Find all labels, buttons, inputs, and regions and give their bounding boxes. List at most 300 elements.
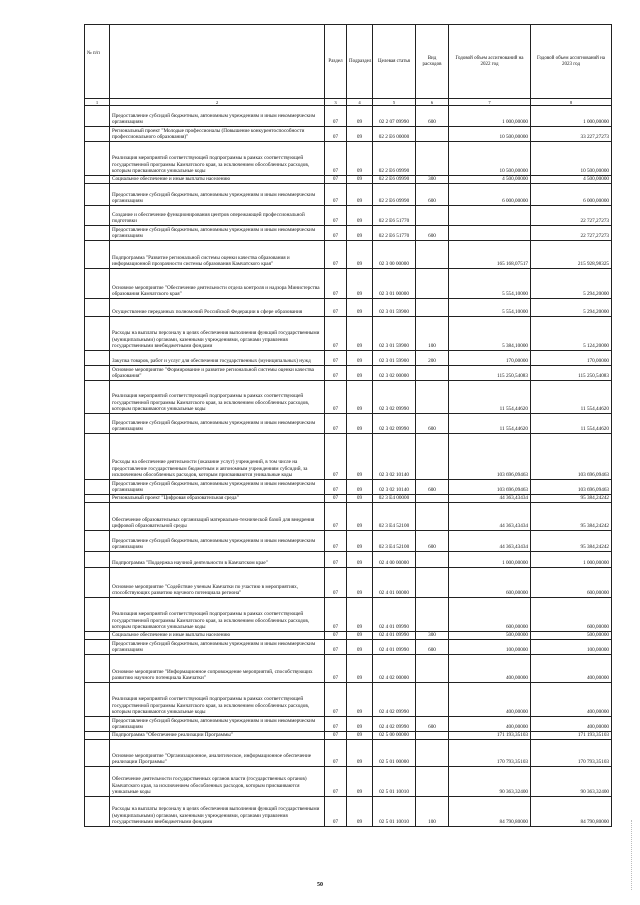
row-subsection-cell: 09 (347, 176, 373, 184)
row-target-item-cell: 02 2 E6 09990 (373, 176, 416, 184)
row-number-cell (85, 414, 110, 434)
row-name-cell: Подпрограмма "Обеспечение реализации Программы" (110, 732, 325, 740)
row-year-2023-cell: 170,00000 (531, 351, 612, 366)
table-row (85, 632, 612, 640)
table-row (85, 495, 612, 503)
row-section-cell: 07 (325, 632, 347, 640)
row-section-cell: 07 (325, 381, 347, 414)
row-year-2022-cell: 4 500,00000 (449, 176, 531, 184)
row-expense-type-cell: 600 (416, 717, 449, 732)
row-name-cell: Региональный проект "Молодые профессионалы (Повышение конкурентоспособности профессионального образования)" (110, 127, 325, 142)
row-target-item-cell: 02 3 01 59900 (373, 351, 416, 366)
row-section-cell: 07 (325, 740, 347, 767)
row-number-cell (85, 176, 110, 184)
row-subsection-cell: 09 (347, 655, 373, 683)
row-year-2023-cell: 215 928,98325 (531, 241, 612, 269)
row-year-2022-cell: 90 363,32400 (449, 767, 531, 797)
row-name-cell: Основное мероприятие "Организационное, аналитическое, информационное обеспечение реализации Программы" (110, 740, 325, 767)
row-expense-type-cell: 600 (416, 531, 449, 552)
row-name-cell: Обеспечение образовательных организаций материально-технической базой для внедрения цифровой образовательной среды (110, 503, 325, 531)
row-section-cell: 07 (325, 127, 347, 142)
row-subsection-cell: 09 (347, 299, 373, 317)
row-year-2023-cell: 115 250,54083 (531, 366, 612, 381)
row-target-item-cell: 02 4 01 09990 (373, 632, 416, 640)
row-expense-type-cell: 200 (416, 351, 449, 366)
row-target-item-cell: 02 3 00 00000 (373, 241, 416, 269)
row-year-2022-cell: 44 363,43434 (449, 531, 531, 552)
table-row (85, 434, 612, 480)
table-row (85, 531, 612, 552)
row-expense-type-cell: 300 (416, 632, 449, 640)
row-year-2022-cell: 103 696,09463 (449, 434, 531, 480)
row-year-2023-cell: 95 384,24242 (531, 503, 612, 531)
row-target-item-cell: 02 4 00 00000 (373, 552, 416, 568)
row-year-2022-cell: 165 168,07517 (449, 241, 531, 269)
row-target-item-cell: 02 3 02 10140 (373, 434, 416, 480)
table-row (85, 184, 612, 206)
row-name-cell: Подпрограмма "Поддержка научной деятельности в Камчатском крае" (110, 552, 325, 568)
row-number-cell (85, 184, 110, 206)
row-target-item-cell: 02 2 E6 09990 (373, 142, 416, 176)
column-number-cell: 5 (373, 99, 416, 106)
row-number-cell (85, 767, 110, 797)
row-expense-type-cell: 600 (416, 184, 449, 206)
row-year-2023-cell: 1 000,00000 (531, 106, 612, 127)
row-year-2022-cell: 5 384,10000 (449, 317, 531, 351)
row-target-item-cell: 02 3 E4 52100 (373, 531, 416, 552)
row-year-2022-cell: 10 500,00000 (449, 142, 531, 176)
table-row (85, 142, 612, 176)
row-expense-type-cell (416, 740, 449, 767)
row-year-2022-cell: 100,00000 (449, 640, 531, 655)
row-number-cell (85, 683, 110, 717)
row-target-item-cell: 02 3 E4 52100 (373, 503, 416, 531)
row-number-cell (85, 351, 110, 366)
table-row (85, 269, 612, 299)
row-subsection-cell: 09 (347, 480, 373, 495)
row-year-2023-cell: 5 124,20000 (531, 317, 612, 351)
row-name-cell: Осуществление переданных полномочий Российской Федерации в сфере образования (110, 299, 325, 317)
row-section-cell: 07 (325, 640, 347, 655)
column-number-cell: 4 (347, 99, 373, 106)
row-target-item-cell: 02 4 02 00000 (373, 655, 416, 683)
header-subsection: Подраздел (347, 25, 373, 99)
column-number-cell: 7 (449, 99, 531, 106)
row-name-cell: Предоставление субсидий бюджетным, автономным учреждениям и иным некоммерческим организациям (110, 226, 325, 241)
row-subsection-cell: 09 (347, 531, 373, 552)
header-name (110, 25, 325, 99)
row-expense-type-cell (416, 241, 449, 269)
row-section-cell: 07 (325, 767, 347, 797)
page-number: 50 (317, 882, 323, 888)
row-number-cell (85, 434, 110, 480)
table-header-row (85, 25, 612, 99)
row-year-2022-cell: 44 363,43434 (449, 503, 531, 531)
row-number-cell (85, 640, 110, 655)
row-name-cell: Социальное обеспечение и иные выплаты населению (110, 632, 325, 640)
row-number-cell (85, 503, 110, 531)
table-row (85, 317, 612, 351)
row-subsection-cell: 09 (347, 683, 373, 717)
table-row (85, 598, 612, 632)
row-year-2023-cell: 171 193,35103 (531, 732, 612, 740)
row-target-item-cell: 02 5 01 10010 (373, 767, 416, 797)
table-row (85, 480, 612, 495)
row-subsection-cell: 09 (347, 414, 373, 434)
row-year-2023-cell: 84 790,80000 (531, 797, 612, 827)
row-year-2023-cell: 100,00000 (531, 640, 612, 655)
row-expense-type-cell: 600 (416, 640, 449, 655)
row-name-cell: Реализация мероприятий соответствующей подпрограммы в рамках соответствующей государственной программы Камчатского края, за исключением обособленных расходов, которым присваиваются уникальные коды (110, 381, 325, 414)
table-body (85, 106, 612, 827)
column-number-cell: 6 (416, 99, 449, 106)
row-target-item-cell: 02 4 01 00000 (373, 568, 416, 598)
row-name-cell: Создание и обеспечение функционирования центров опережающей профессиональной подготовки (110, 206, 325, 226)
row-year-2022-cell: 171 193,35103 (449, 732, 531, 740)
row-number-cell (85, 495, 110, 503)
table-row (85, 206, 612, 226)
row-subsection-cell: 09 (347, 142, 373, 176)
row-section-cell: 07 (325, 531, 347, 552)
row-number-cell (85, 269, 110, 299)
row-year-2022-cell: 400,00000 (449, 717, 531, 732)
row-expense-type-cell: 100 (416, 797, 449, 827)
row-year-2022-cell: 44 363,43434 (449, 495, 531, 503)
row-expense-type-cell (416, 503, 449, 531)
table-row (85, 299, 612, 317)
row-section-cell: 07 (325, 106, 347, 127)
row-year-2023-cell: 5 294,20000 (531, 269, 612, 299)
row-target-item-cell: 02 3 01 59900 (373, 317, 416, 351)
row-subsection-cell: 09 (347, 552, 373, 568)
row-subsection-cell: 09 (347, 106, 373, 127)
row-subsection-cell: 09 (347, 127, 373, 142)
row-year-2023-cell: 500,00000 (531, 632, 612, 640)
row-section-cell: 07 (325, 503, 347, 531)
row-number-cell (85, 127, 110, 142)
row-expense-type-cell: 600 (416, 480, 449, 495)
row-subsection-cell: 09 (347, 640, 373, 655)
row-name-cell: Реализация мероприятий соответствующей подпрограммы в рамках соответствующей государственной программы Камчатского края, за исключением обособленных расходов, которым присваиваются уникальные коды (110, 683, 325, 717)
row-subsection-cell: 09 (347, 317, 373, 351)
row-expense-type-cell (416, 127, 449, 142)
row-expense-type-cell (416, 142, 449, 176)
table-row (85, 106, 612, 127)
table-row (85, 568, 612, 598)
row-year-2023-cell: 95 384,24242 (531, 495, 612, 503)
table-row (85, 732, 612, 740)
row-year-2023-cell: 33 227,27273 (531, 127, 612, 142)
row-year-2022-cell: 11 554,44620 (449, 414, 531, 434)
row-target-item-cell: 02 2 07 09990 (373, 106, 416, 127)
row-number-cell (85, 732, 110, 740)
table-row (85, 414, 612, 434)
row-year-2023-cell: 400,00000 (531, 683, 612, 717)
table-row (85, 640, 612, 655)
row-expense-type-cell (416, 434, 449, 480)
row-year-2022-cell: 400,00000 (449, 655, 531, 683)
row-year-2023-cell: 600,00000 (531, 568, 612, 598)
row-target-item-cell: 02 3 02 09990 (373, 414, 416, 434)
row-expense-type-cell (416, 598, 449, 632)
row-section-cell: 07 (325, 552, 347, 568)
row-section-cell: 07 (325, 241, 347, 269)
row-year-2023-cell: 5 294,20000 (531, 299, 612, 317)
row-target-item-cell: 02 3 01 00000 (373, 269, 416, 299)
table-row (85, 767, 612, 797)
table-row (85, 717, 612, 732)
row-name-cell: Предоставление субсидий бюджетным, автономным учреждениям и иным некоммерческим организациям (110, 414, 325, 434)
row-year-2022-cell: 11 554,44620 (449, 381, 531, 414)
row-expense-type-cell: 600 (416, 414, 449, 434)
row-expense-type-cell (416, 683, 449, 717)
row-name-cell: Закупка товаров, работ и услуг для обеспечения государственных (муниципальных) нужд (110, 351, 325, 366)
row-target-item-cell: 02 3 E4 00000 (373, 495, 416, 503)
row-section-cell: 07 (325, 732, 347, 740)
row-target-item-cell: 02 2 E6 51770 (373, 206, 416, 226)
row-number-cell (85, 142, 110, 176)
table-row (85, 366, 612, 381)
row-year-2023-cell: 4 500,00000 (531, 176, 612, 184)
row-year-2023-cell: 11 554,44620 (531, 414, 612, 434)
row-year-2023-cell: 1 000,00000 (531, 552, 612, 568)
row-number-cell (85, 740, 110, 767)
row-number-cell (85, 366, 110, 381)
row-year-2022-cell: 10 500,00000 (449, 127, 531, 142)
row-target-item-cell: 02 4 02 09990 (373, 683, 416, 717)
row-name-cell: Предоставление субсидий бюджетным, автономным учреждениям и иным некоммерческим организациям (110, 531, 325, 552)
row-year-2023-cell: 6 000,00000 (531, 184, 612, 206)
row-year-2023-cell: 90 363,32400 (531, 767, 612, 797)
row-subsection-cell: 09 (347, 366, 373, 381)
row-target-item-cell: 02 3 01 59900 (373, 299, 416, 317)
table-row (85, 381, 612, 414)
row-section-cell: 07 (325, 226, 347, 241)
table-row (85, 503, 612, 531)
row-name-cell: Расходы на обеспечение деятельности (оказание услуг) учреждений, в том числе на предоставление государственным бюджетным и автономным учреждениям субсидий, за исключением обособленных расходов, которым присваиваются уникальные коды (110, 434, 325, 480)
row-expense-type-cell (416, 568, 449, 598)
table-row (85, 552, 612, 568)
row-target-item-cell: 02 4 02 09990 (373, 717, 416, 732)
row-section-cell: 07 (325, 269, 347, 299)
row-subsection-cell: 09 (347, 717, 373, 732)
row-subsection-cell: 09 (347, 767, 373, 797)
row-target-item-cell: 02 2 E6 00000 (373, 127, 416, 142)
row-section-cell: 07 (325, 351, 347, 366)
row-section-cell: 07 (325, 717, 347, 732)
header-expense-type: Вид расходов (416, 25, 449, 99)
column-number-cell: 2 (110, 99, 325, 106)
header-section: Раздел (325, 25, 347, 99)
header-target-item: Целевая статья (373, 25, 416, 99)
row-name-cell: Обеспечение деятельности государственных органов власти (государственных органов) Камчатского края, за исключением обособленных расходов, которым присваиваются уникальные коды (110, 767, 325, 797)
row-section-cell: 07 (325, 206, 347, 226)
row-number-cell (85, 480, 110, 495)
row-target-item-cell: 02 2 E6 51770 (373, 226, 416, 241)
row-name-cell: Предоставление субсидий бюджетным, автономным учреждениям и иным некоммерческим организациям (110, 640, 325, 655)
row-number-cell (85, 717, 110, 732)
row-subsection-cell: 09 (347, 632, 373, 640)
row-name-cell: Предоставление субсидий бюджетным, автономным учреждениям и иным некоммерческим организациям (110, 184, 325, 206)
table-row (85, 241, 612, 269)
header-row-number: № п/п (85, 25, 110, 99)
row-year-2022-cell: 170,00000 (449, 351, 531, 366)
row-year-2022-cell: 84 790,80000 (449, 797, 531, 827)
row-number-cell (85, 632, 110, 640)
row-number-cell (85, 241, 110, 269)
row-subsection-cell: 09 (347, 732, 373, 740)
row-expense-type-cell (416, 552, 449, 568)
row-section-cell: 07 (325, 655, 347, 683)
row-year-2023-cell: 103 696,09463 (531, 480, 612, 495)
row-section-cell: 07 (325, 683, 347, 717)
row-year-2022-cell: 103 696,09463 (449, 480, 531, 495)
row-expense-type-cell (416, 495, 449, 503)
row-subsection-cell: 09 (347, 434, 373, 480)
row-year-2022-cell: 500,00000 (449, 632, 531, 640)
row-number-cell (85, 299, 110, 317)
row-year-2023-cell: 11 554,44620 (531, 381, 612, 414)
row-name-cell: Региональный проект "Цифровая образовательная среда" (110, 495, 325, 503)
row-number-cell (85, 598, 110, 632)
row-expense-type-cell (416, 366, 449, 381)
row-section-cell: 07 (325, 434, 347, 480)
row-year-2022-cell: 170 793,35103 (449, 740, 531, 767)
table-row (85, 351, 612, 366)
row-year-2023-cell: 10 500,00000 (531, 142, 612, 176)
row-target-item-cell: 02 5 00 00000 (373, 732, 416, 740)
row-expense-type-cell (416, 655, 449, 683)
row-number-cell (85, 552, 110, 568)
row-year-2022-cell (449, 226, 531, 241)
row-year-2022-cell: 5 554,10000 (449, 269, 531, 299)
row-section-cell: 07 (325, 495, 347, 503)
row-expense-type-cell (416, 269, 449, 299)
row-number-cell (85, 317, 110, 351)
row-name-cell: Предоставление субсидий бюджетным, автономным учреждениям и иным некоммерческим организациям (110, 106, 325, 127)
row-year-2022-cell: 115 250,54083 (449, 366, 531, 381)
row-target-item-cell: 02 4 01 09990 (373, 640, 416, 655)
row-section-cell: 07 (325, 317, 347, 351)
row-number-cell (85, 568, 110, 598)
row-subsection-cell: 09 (347, 381, 373, 414)
table-row (85, 683, 612, 717)
row-year-2022-cell: 600,00000 (449, 598, 531, 632)
row-expense-type-cell: 600 (416, 226, 449, 241)
table-row (85, 655, 612, 683)
row-subsection-cell: 09 (347, 206, 373, 226)
row-subsection-cell: 09 (347, 184, 373, 206)
row-section-cell: 07 (325, 366, 347, 381)
row-name-cell: Основное мероприятие "Содействие ученым Камчатки по участию в мероприятиях, способствующих развитию научного потенциала региона" (110, 568, 325, 598)
row-target-item-cell: 02 2 E6 09990 (373, 184, 416, 206)
row-expense-type-cell (416, 732, 449, 740)
row-expense-type-cell: 300 (416, 176, 449, 184)
row-section-cell: 07 (325, 797, 347, 827)
row-number-cell (85, 531, 110, 552)
row-subsection-cell: 09 (347, 351, 373, 366)
row-name-cell: Основное мероприятие "Обеспечение деятельности отдела контроля и надзора Министерства образования Камчатского края" (110, 269, 325, 299)
row-subsection-cell: 09 (347, 598, 373, 632)
row-name-cell: Предоставление субсидий бюджетным, автономным учреждениям и иным некоммерческим организациям (110, 480, 325, 495)
row-name-cell: Расходы на выплаты персоналу в целях обеспечения выполнения функций государственными (муниципальными) органами, казенными учреждениями, органами управления государственными внебюджетными фондами (110, 317, 325, 351)
row-expense-type-cell: 600 (416, 106, 449, 127)
header-year-2022: Годовой объем ассигнований на 2022 год (449, 25, 531, 99)
column-number-cell: 8 (531, 99, 612, 106)
row-number-cell (85, 206, 110, 226)
row-number-cell (85, 226, 110, 241)
row-subsection-cell: 09 (347, 797, 373, 827)
row-expense-type-cell (416, 767, 449, 797)
row-target-item-cell: 02 3 02 00000 (373, 366, 416, 381)
row-year-2023-cell: 400,00000 (531, 655, 612, 683)
row-section-cell: 07 (325, 568, 347, 598)
row-name-cell: Предоставление субсидий бюджетным, автономным учреждениям и иным некоммерческим организациям (110, 717, 325, 732)
row-year-2022-cell: 400,00000 (449, 683, 531, 717)
row-number-cell (85, 655, 110, 683)
row-year-2023-cell: 600,00000 (531, 598, 612, 632)
column-number-row (85, 99, 612, 106)
table-row (85, 740, 612, 767)
row-expense-type-cell: 100 (416, 317, 449, 351)
row-subsection-cell: 09 (347, 226, 373, 241)
table-row (85, 127, 612, 142)
row-year-2022-cell: 1 000,00000 (449, 106, 531, 127)
row-expense-type-cell (416, 299, 449, 317)
row-section-cell: 07 (325, 414, 347, 434)
row-year-2023-cell: 22 727,27273 (531, 206, 612, 226)
row-name-cell: Реализация мероприятий соответствующей подпрограммы в рамках соответствующей государственной программы Камчатского края, за исключением обособленных расходов, которым присваиваются уникальные коды (110, 598, 325, 632)
row-subsection-cell: 09 (347, 269, 373, 299)
row-name-cell: Основное мероприятие "Формирование и развитие региональной системы оценки качества образования" (110, 366, 325, 381)
row-year-2022-cell: 600,00000 (449, 568, 531, 598)
row-name-cell: Основное мероприятие "Информационное сопровождение мероприятий, способствующих развитию научного потенциала Камчатки" (110, 655, 325, 683)
row-section-cell: 07 (325, 142, 347, 176)
row-expense-type-cell (416, 381, 449, 414)
budget-table (84, 24, 612, 827)
row-name-cell: Социальное обеспечение и иные выплаты населению (110, 176, 325, 184)
column-number-cell: 1 (85, 99, 110, 106)
row-name-cell: Подпрограмма "Развитие региональной системы оценки качества образования и информационной прозрачности системы образования Камчатского края" (110, 241, 325, 269)
row-name-cell: Реализация мероприятий соответствующей подпрограммы в рамках соответствующей государственной программы Камчатского края, за исключением обособленных расходов, которым присваиваются уникальные коды (110, 142, 325, 176)
margin-mark (631, 820, 634, 890)
column-number-cell: 3 (325, 99, 347, 106)
row-target-item-cell: 02 4 01 09990 (373, 598, 416, 632)
row-subsection-cell: 09 (347, 568, 373, 598)
row-year-2022-cell (449, 206, 531, 226)
row-number-cell (85, 106, 110, 127)
row-subsection-cell: 09 (347, 503, 373, 531)
row-section-cell: 07 (325, 176, 347, 184)
row-year-2023-cell: 22 727,27273 (531, 226, 612, 241)
row-target-item-cell: 02 3 02 09990 (373, 381, 416, 414)
row-subsection-cell: 09 (347, 241, 373, 269)
row-subsection-cell: 09 (347, 740, 373, 767)
row-section-cell: 07 (325, 480, 347, 495)
row-target-item-cell: 02 3 02 10140 (373, 480, 416, 495)
header-year-2023: Годовой объем ассигнований на 2023 год (531, 25, 612, 99)
row-section-cell: 07 (325, 299, 347, 317)
row-section-cell: 07 (325, 598, 347, 632)
row-subsection-cell: 09 (347, 495, 373, 503)
row-number-cell (85, 381, 110, 414)
table-row (85, 797, 612, 827)
row-year-2023-cell: 170 793,35103 (531, 740, 612, 767)
row-number-cell (85, 797, 110, 827)
row-target-item-cell: 02 5 01 10010 (373, 797, 416, 827)
row-year-2023-cell: 95 384,24242 (531, 531, 612, 552)
table-row (85, 226, 612, 241)
